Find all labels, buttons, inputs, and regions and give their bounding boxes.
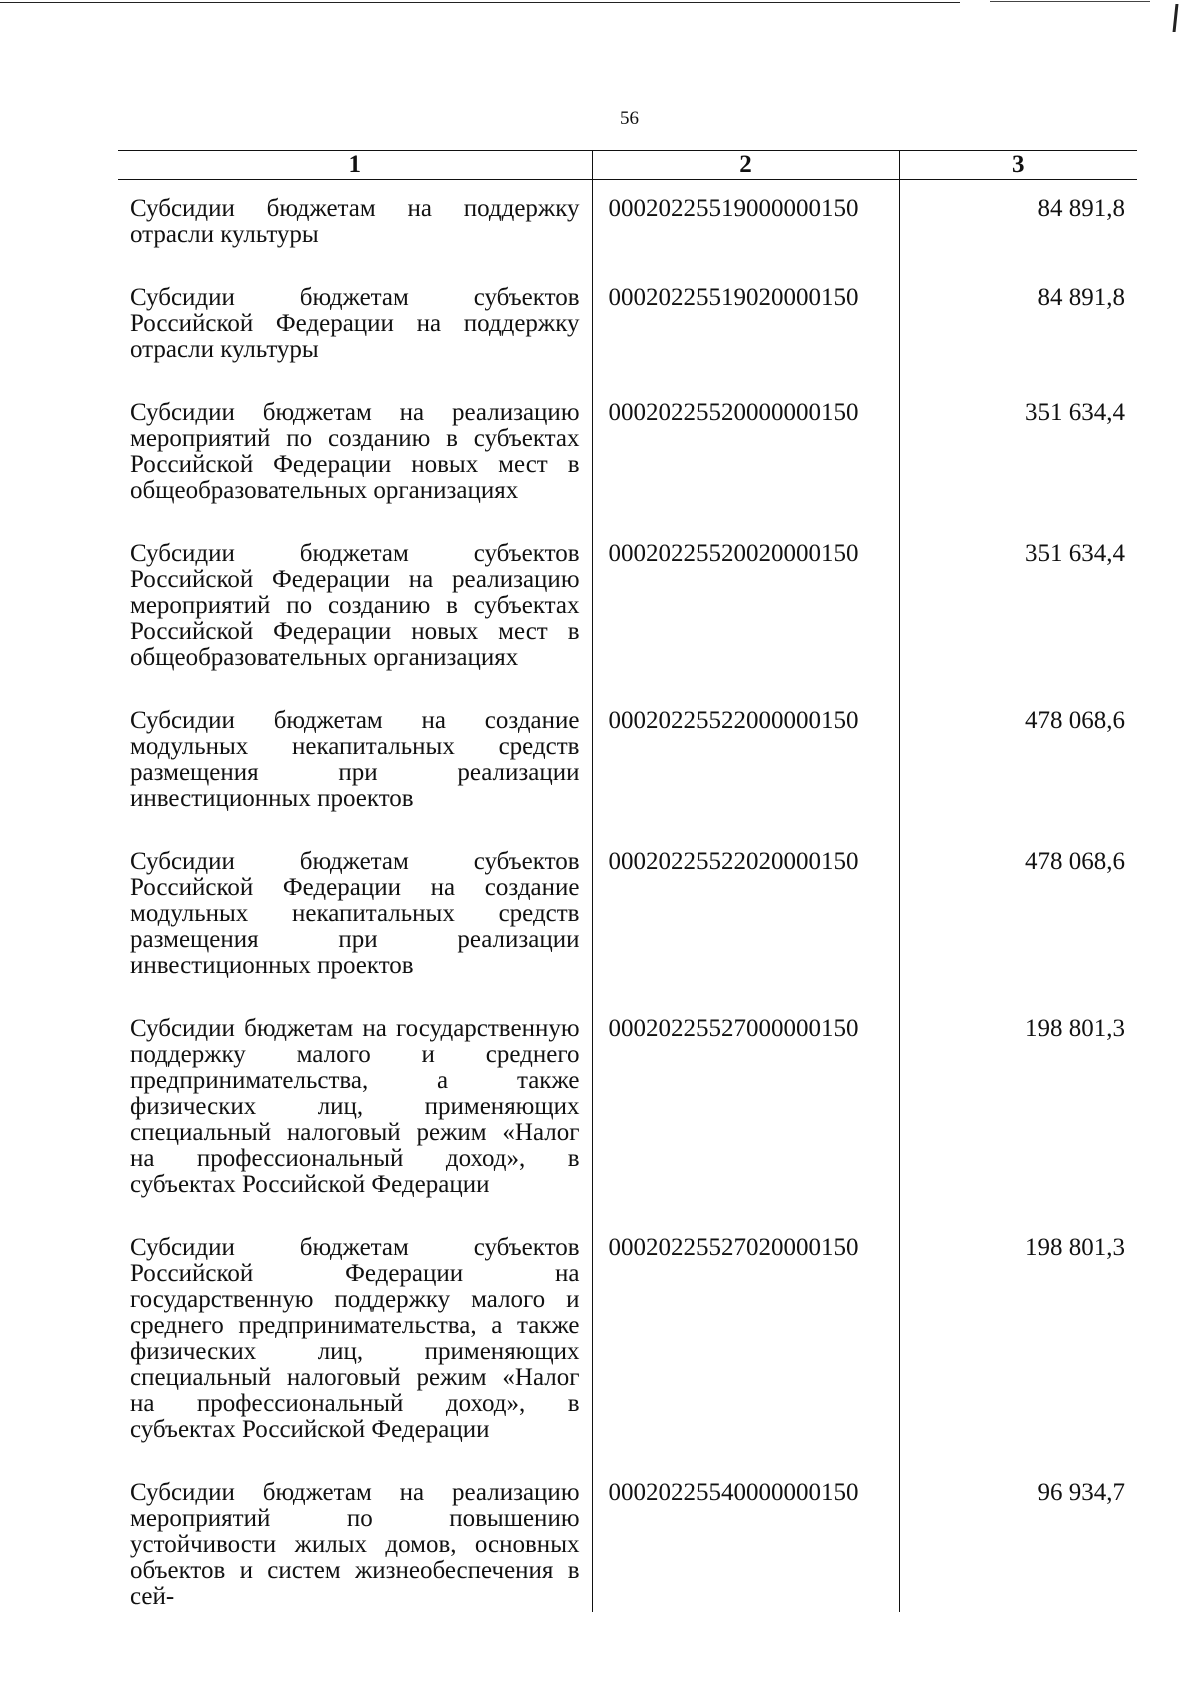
table-row <box>118 1464 1137 1612</box>
row-code: 00020225519020000150 <box>592 269 899 384</box>
row-amount: 351 634,4 <box>899 384 1137 525</box>
row-code: 00020225527020000150 <box>592 1219 899 1464</box>
row-amount: 96 934,7 <box>899 1464 1137 1612</box>
table-row <box>118 269 1137 384</box>
column-header-3: 3 <box>899 151 1137 180</box>
column-header-1: 1 <box>118 151 592 180</box>
row-name: Субсидии бюджетам субъектов Российской Федерации на создание модульных некапитальных средств размещения при реализации инвестиционных проектов <box>130 848 580 979</box>
page-number: 56 <box>620 108 639 129</box>
table-row <box>118 180 1137 270</box>
row-amount: 84 891,8 <box>899 180 1137 270</box>
row-code: 00020225522000000150 <box>592 692 899 833</box>
column-header-2: 2 <box>592 151 899 180</box>
row-code: 00020225520020000150 <box>592 525 899 692</box>
row-amount: 478 068,6 <box>899 833 1137 1000</box>
table-row <box>118 692 1137 833</box>
table-row <box>118 1000 1137 1219</box>
row-name: Субсидии бюджетам на создание модульных некапитальных средств размещения при реализации инвестиционных проектов <box>130 707 580 812</box>
row-name: Субсидии бюджетам на поддержку отрасли культуры <box>130 195 580 248</box>
row-name: Субсидии бюджетам субъектов Российской Федерации на реализацию мероприятий по созданию в субъектах Российской Федерации новых мест в общеобразовательных организациях <box>130 540 580 671</box>
table-row <box>118 1219 1137 1464</box>
row-name: Субсидии бюджетам субъектов Российской Федерации на поддержку отрасли культуры <box>130 284 580 363</box>
scan-edge-line <box>0 2 960 3</box>
row-code: 00020225522020000150 <box>592 833 899 1000</box>
table-row <box>118 525 1137 692</box>
row-code: 00020225519000000150 <box>592 180 899 270</box>
row-code: 00020225527000000150 <box>592 1000 899 1219</box>
row-name: Субсидии бюджетам субъектов Российской Федерации на государственную поддержку малого и среднего предпринимательства, а также физических лиц, применяющих специальный налоговый режим «Налог на профессиональный доход», в субъектах Российской Федерации <box>130 1234 580 1443</box>
scan-corner-mark <box>1173 4 1179 32</box>
table-row <box>118 384 1137 525</box>
table-header-row <box>118 151 1137 180</box>
budget-table <box>118 150 1137 1612</box>
row-name: Субсидии бюджетам на реализацию мероприятий по созданию в субъектах Российской Федерации новых мест в общеобразовательных организациях <box>130 399 580 504</box>
scan-edge-line-right <box>990 1 1150 2</box>
row-name: Субсидии бюджетам на государственную поддержку малого и среднего предпринимательства, а также физических лиц, применяющих специальный налоговый режим «Налог на профессиональный доход», в субъектах Российской Федерации <box>130 1015 580 1198</box>
row-amount: 84 891,8 <box>899 269 1137 384</box>
row-amount: 198 801,3 <box>899 1219 1137 1464</box>
row-amount: 478 068,6 <box>899 692 1137 833</box>
table-row <box>118 833 1137 1000</box>
row-name: Субсидии бюджетам на реализацию мероприятий по повышению устойчивости жилых домов, основных объектов и систем жизнеобеспечения в сей- <box>130 1479 580 1610</box>
row-amount: 351 634,4 <box>899 525 1137 692</box>
row-code: 00020225540000000150 <box>592 1464 899 1612</box>
row-amount: 198 801,3 <box>899 1000 1137 1219</box>
row-code: 00020225520000000150 <box>592 384 899 525</box>
